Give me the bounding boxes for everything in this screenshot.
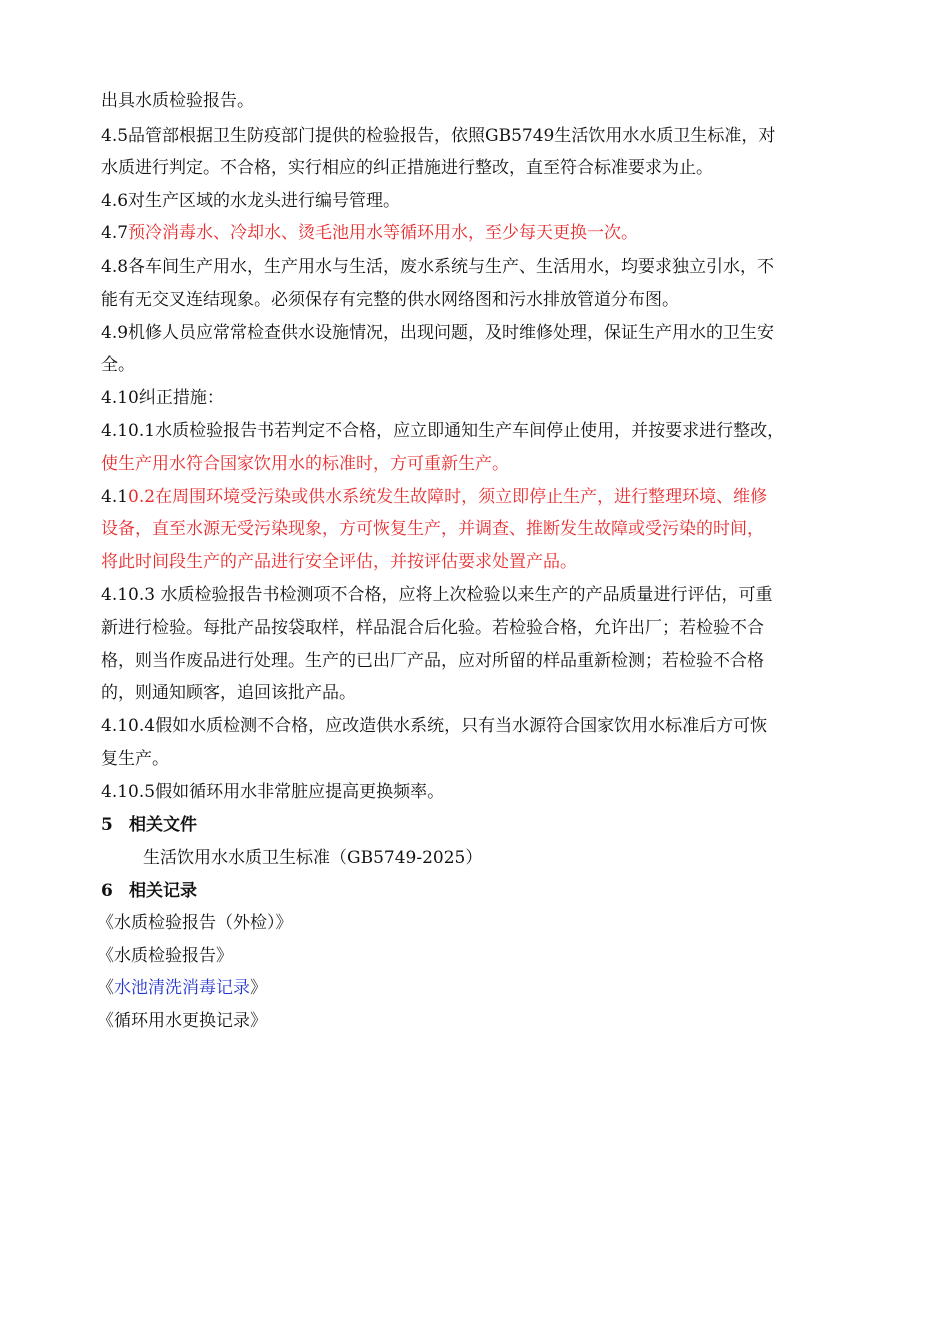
bracket-open: 《 bbox=[97, 978, 114, 998]
highlighted-text: 0.2在周围环境受污染或供水系统发生故障时，须立即停止生产，进行整理环境、维修 bbox=[128, 487, 768, 507]
text-line: 能有无交叉连结现象。必须保存有完整的供水网络图和污水排放管道分布图。 bbox=[101, 290, 679, 310]
text-line-highlighted: 使生产用水符合国家饮用水的标准时，方可重新生产。 bbox=[101, 454, 509, 474]
text-line: 全。 bbox=[101, 355, 135, 375]
text-line: 4.10纠正措施： bbox=[101, 388, 224, 408]
text-line: 4.10.4假如水质检测不合格，应改造供水系统，只有当水源符合国家饮用水标准后方可恢 bbox=[101, 716, 768, 736]
section-heading-5 bbox=[101, 813, 871, 837]
text-line: 4.6对生产区域的水龙头进行编号管理。 bbox=[101, 191, 401, 211]
record-item: 《水质检验报告（外检）》 bbox=[97, 913, 293, 933]
section-title: 相关文件 bbox=[129, 815, 197, 835]
bracket-close: 》 bbox=[250, 978, 267, 998]
text-line: 水质进行判定。不合格，实行相应的纠正措施进行整改，直至符合标准要求为止。 bbox=[101, 158, 713, 178]
text-line: 4.9机修人员应常常检查供水设施情况，出现问题，及时维修处理，保证生产用水的卫生安 bbox=[101, 323, 775, 343]
text-line: 新进行检验。每批产品按袋取样，样品混合后化验。若检验合格，允许出厂；若检验不合 bbox=[101, 618, 764, 638]
highlighted-text: 预冷消毒水、冷却水、烫毛池用水等循环用水，至少每天更换一次。 bbox=[128, 223, 639, 243]
text-line-highlighted bbox=[101, 485, 871, 509]
record-item bbox=[97, 976, 867, 1000]
record-item: 《水质检验报告》 bbox=[97, 946, 233, 966]
record-item: 《循环用水更换记录》 bbox=[97, 1011, 267, 1031]
text-line: 的，则通知顾客，追回该批产品。 bbox=[101, 683, 356, 703]
text-line: 4.10.5假如循环用水非常脏应提高更换频率。 bbox=[101, 782, 445, 802]
text-line: 4.10.3 水质检验报告书检测项不合格，应将上次检验以来生产的产品质量进行评估，可重 bbox=[101, 585, 773, 605]
section-title: 相关记录 bbox=[129, 881, 197, 901]
section-number: 6 bbox=[101, 881, 113, 901]
text-line-highlighted bbox=[101, 221, 871, 245]
text-line: 4.10.1水质检验报告书若判定不合格，应立即通知生产车间停止使用，并按要求进行整改， bbox=[101, 421, 785, 441]
text-line: 复生产。 bbox=[101, 749, 169, 769]
related-document-item: 生活饮用水水质卫生标准（GB5749-2025） bbox=[143, 848, 483, 868]
section-heading-6 bbox=[101, 879, 871, 903]
clause-number: 4.7 bbox=[101, 223, 129, 243]
text-line: 格，则当作废品进行处理。生产的已出厂产品，应对所留的样品重新检测；若检验不合格 bbox=[101, 651, 764, 671]
section-number: 5 bbox=[101, 815, 113, 835]
text-line-highlighted: 将此时间段生产的产品进行安全评估，并按评估要求处置产品。 bbox=[101, 552, 577, 572]
clause-number: 4.1 bbox=[101, 487, 129, 507]
text-line: 出具水质检验报告。 bbox=[101, 91, 254, 111]
text-line-highlighted: 设备，直至水源无受污染现象，方可恢复生产，并调查、推断发生故障或受污染的时间， bbox=[101, 519, 764, 539]
record-link-text: 水池清洗消毒记录 bbox=[114, 978, 250, 998]
text-line: 4.8各车间生产用水，生产用水与生活，废水系统与生产、生活用水，均要求独立引水，不 bbox=[101, 257, 775, 277]
text-line: 4.5品管部根据卫生防疫部门提供的检验报告，依照GB5749生活饮用水水质卫生标准，对 bbox=[101, 126, 776, 146]
